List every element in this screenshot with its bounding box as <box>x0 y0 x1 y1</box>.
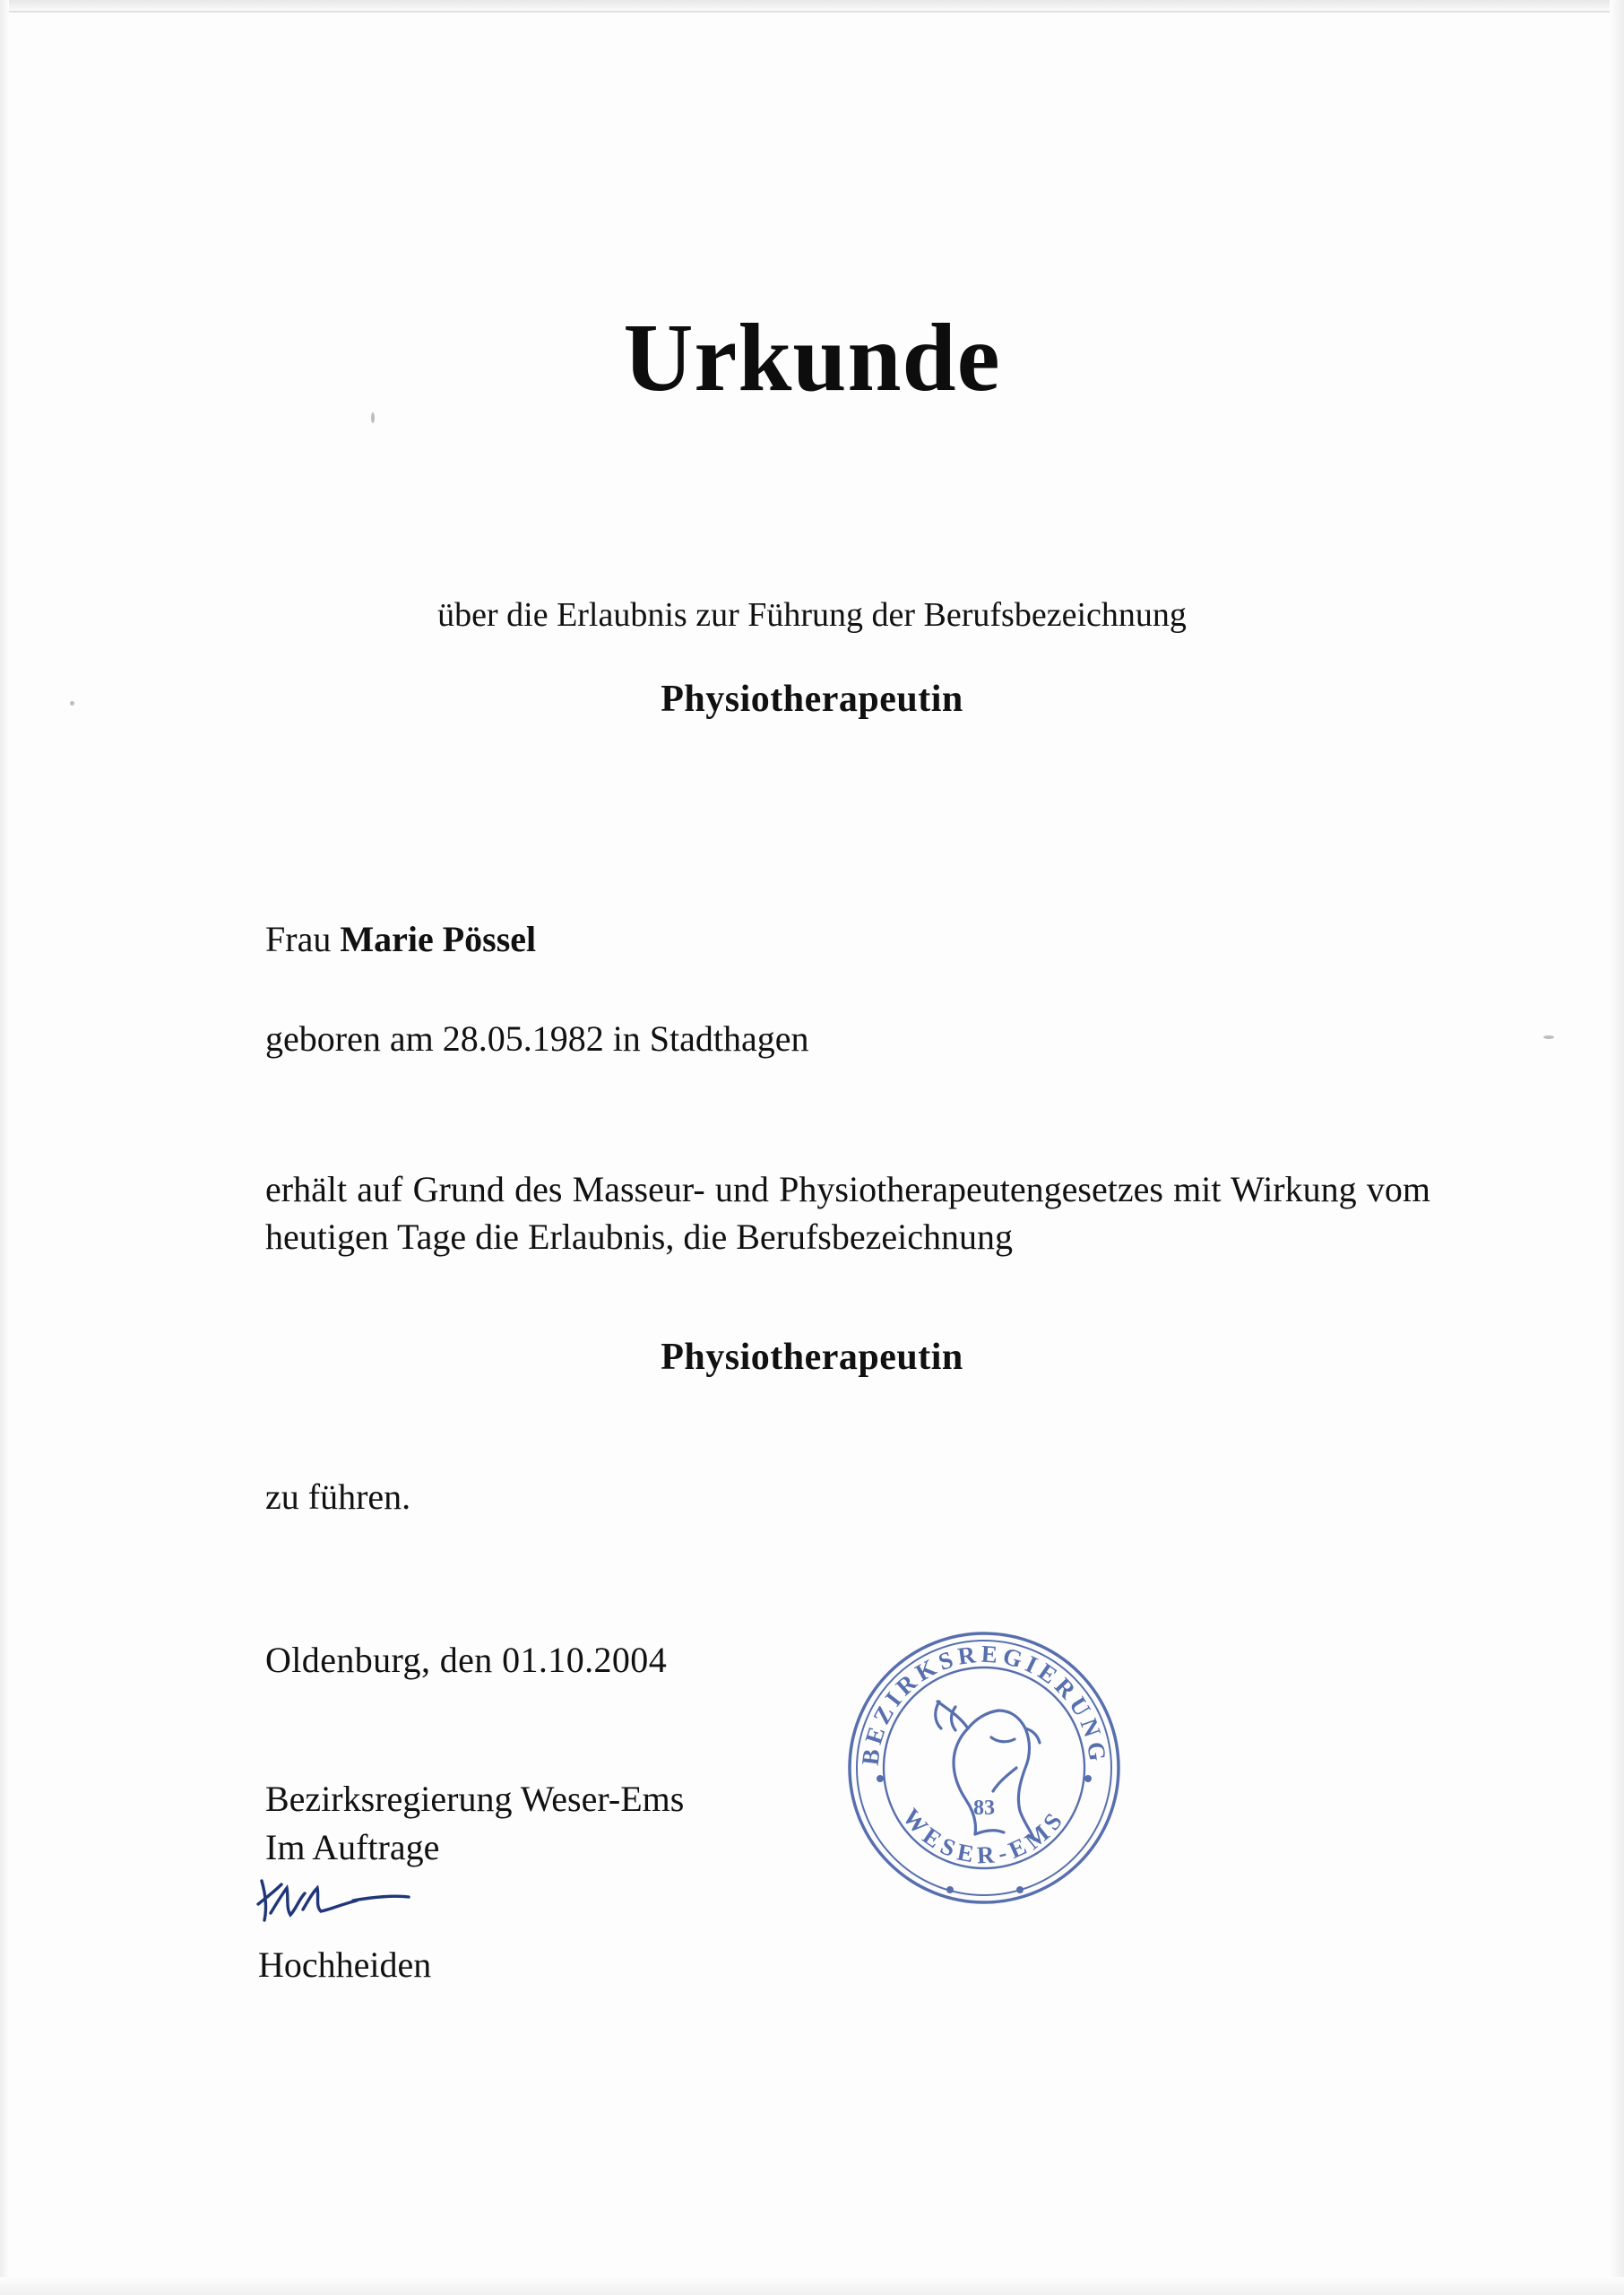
signature-icon <box>256 1874 462 1936</box>
place-and-date: Oldenburg, den 01.10.2004 <box>265 1640 668 1680</box>
birth-details: geboren am 28.05.1982 in Stadthagen <box>265 1018 809 1059</box>
profession-heading: Physiotherapeutin <box>661 679 963 720</box>
certificate-subtitle: über die Erlaubnis zur Führung der Berufsbezeichnung <box>437 596 1187 634</box>
page-title: Urkunde <box>623 305 1001 411</box>
legal-basis-paragraph: erhält auf Grund des Masseur- und Physiotherapeutengesetzes mit Wirkung vom heutigen Tage die Erlaubnis, die Berufsbezeichnung <box>265 1169 1430 1258</box>
issuing-authority <box>265 1775 684 1872</box>
authority-order-note: Im Auftrage <box>265 1827 440 1867</box>
closing-text: zu führen. <box>265 1477 411 1517</box>
holder-name: Marie Pössel <box>340 919 537 959</box>
official-stamp-icon <box>841 1624 1127 1911</box>
svg-text:BEZIRKSREGIERUNG: BEZIRKSREGIERUNG <box>856 1640 1112 1767</box>
holder-line <box>265 918 536 960</box>
signer-name: Hochheiden <box>258 1944 432 1985</box>
svg-text:WESER-EMS: WESER-EMS <box>897 1803 1071 1869</box>
granted-profession-title: Physiotherapeutin <box>661 1337 963 1378</box>
salutation-label: Frau <box>265 919 341 959</box>
stamp-number: 83 <box>973 1797 995 1820</box>
authority-name: Bezirksregierung Weser-Ems <box>265 1779 685 1819</box>
